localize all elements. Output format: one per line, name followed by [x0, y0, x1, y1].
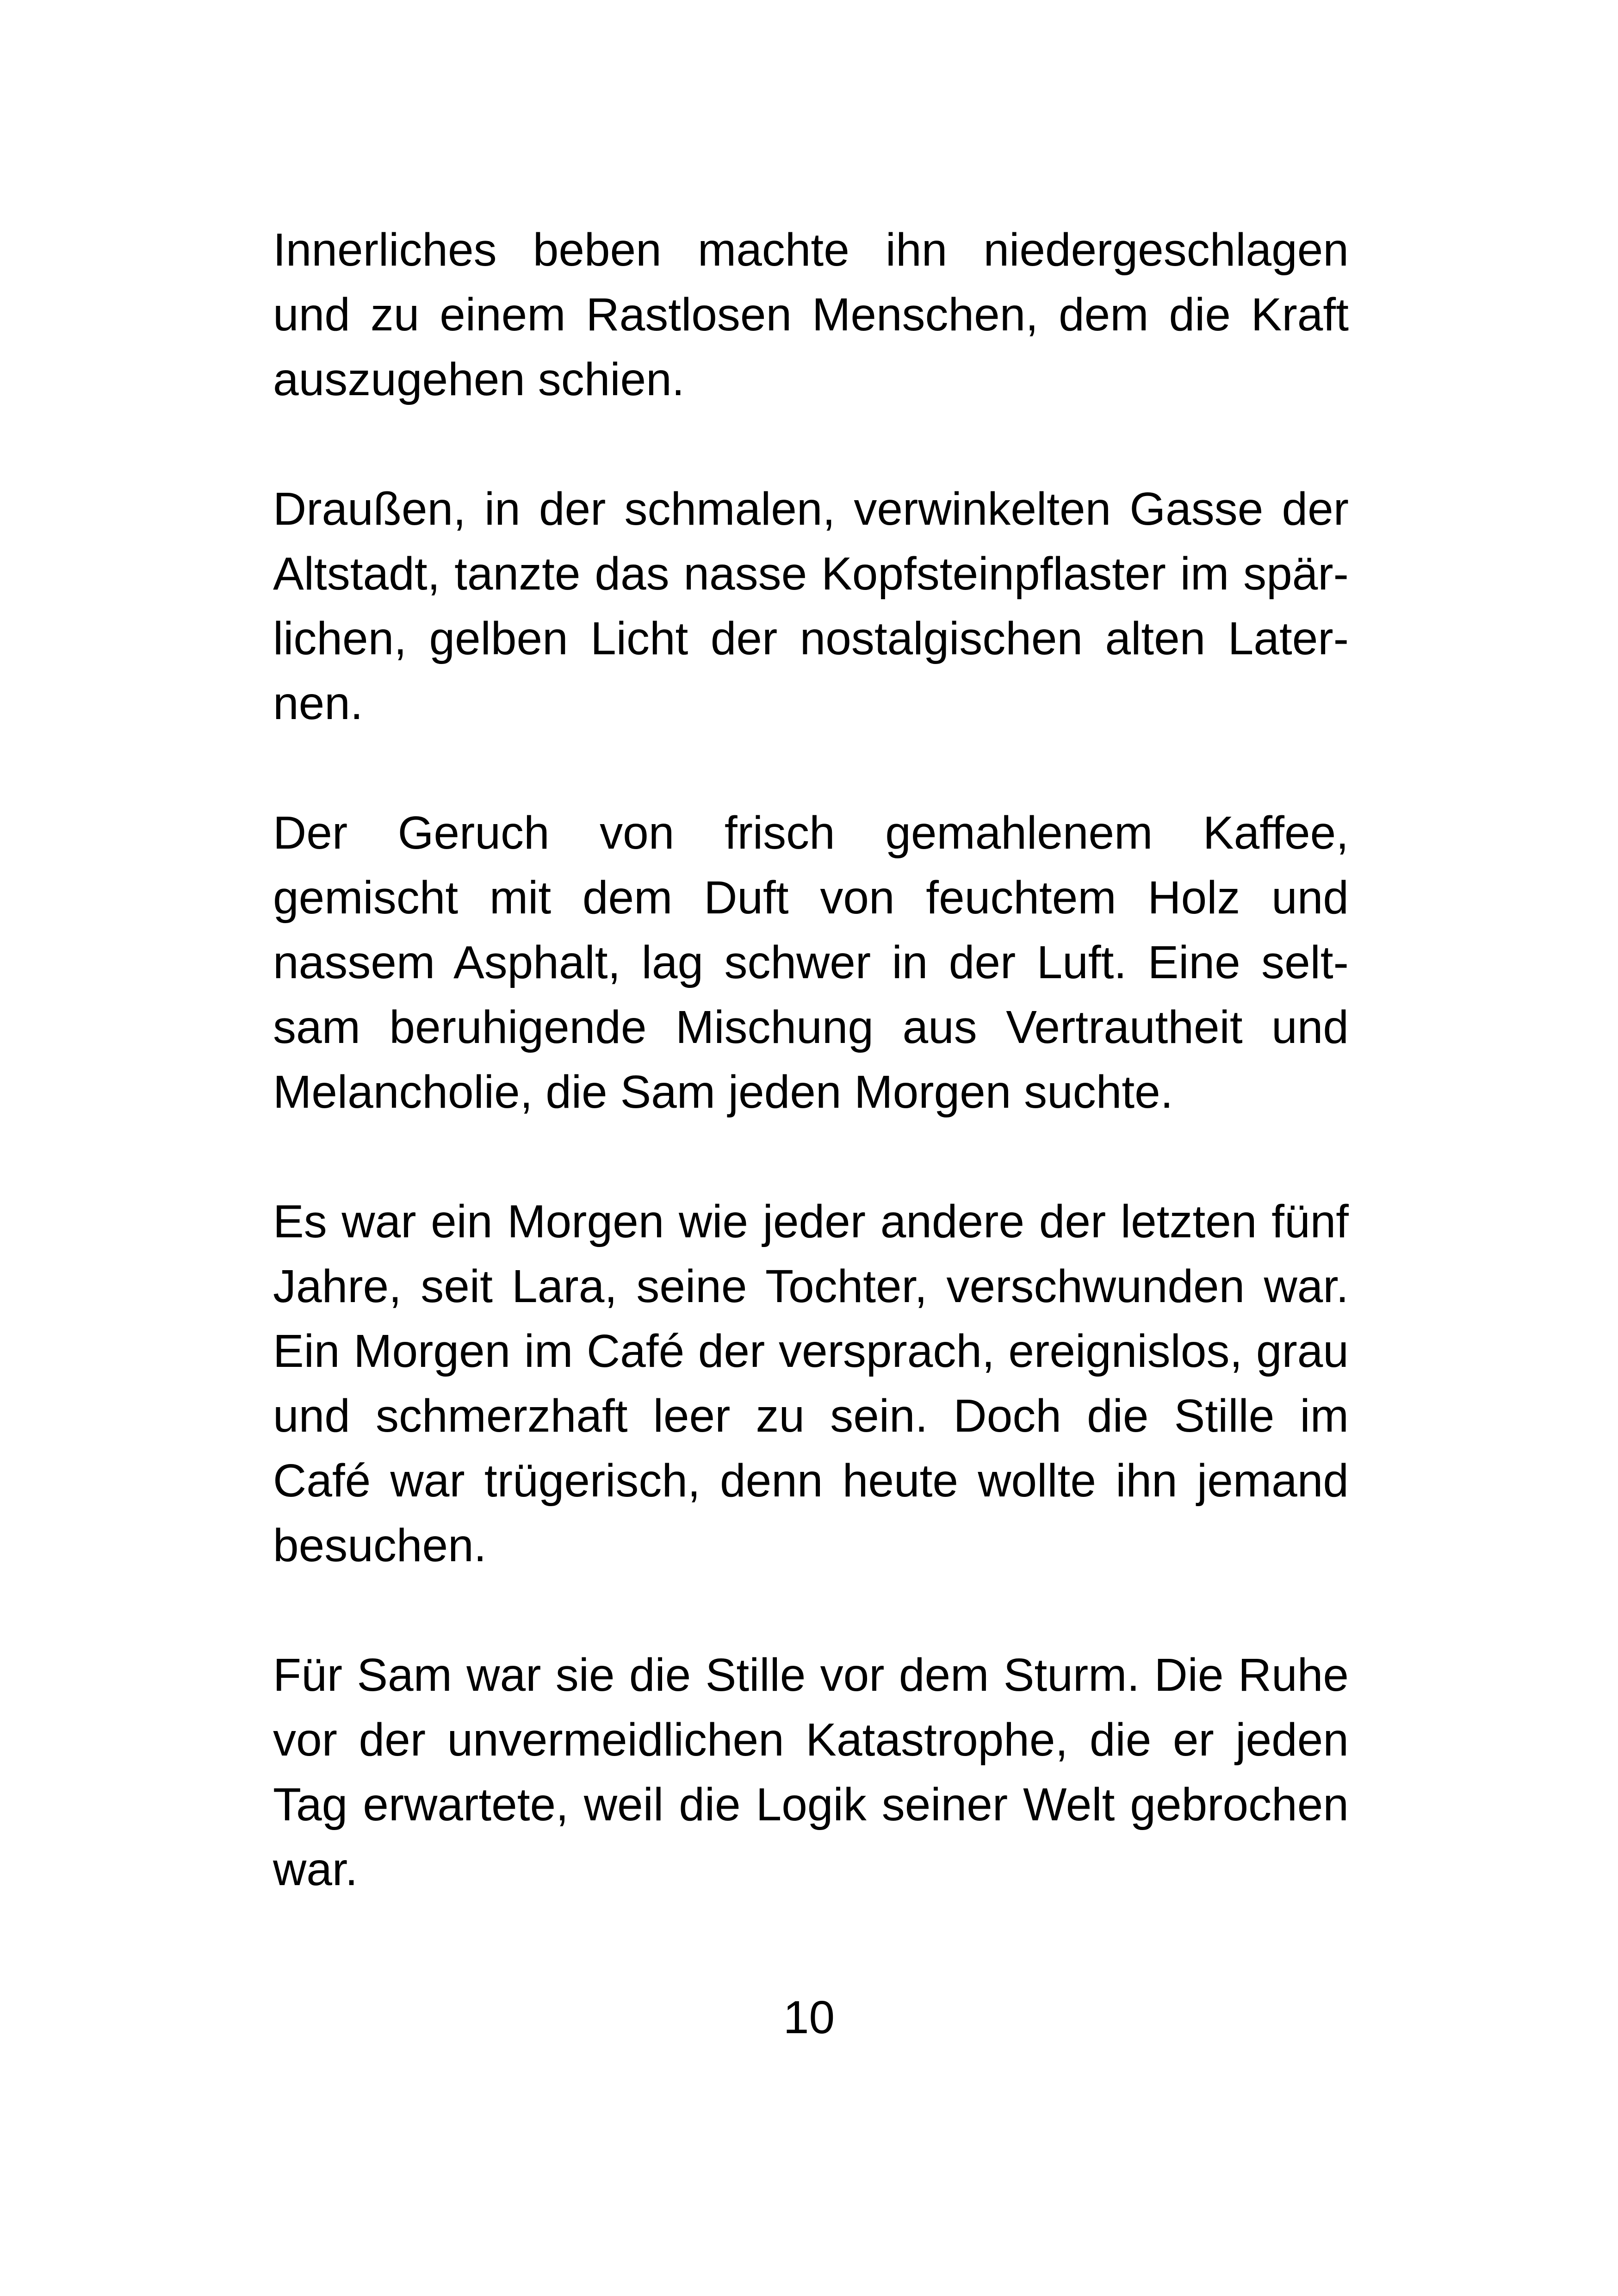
paragraph-1	[273, 217, 1349, 412]
paragraph-4	[273, 1189, 1349, 1578]
paragraph-5	[273, 1643, 1349, 1902]
text-line: war.	[273, 1843, 358, 1895]
text-line: und zu einem Rastlosen Menschen, dem die Kraft	[273, 289, 1349, 341]
page-number: 10	[783, 1992, 835, 2043]
body-text	[273, 217, 1349, 1902]
text-line: Der Geruch von frisch gemahlenem Kaffee,	[273, 807, 1349, 859]
text-line: besuchen.	[273, 1520, 487, 1571]
paragraph-spacer	[273, 412, 1349, 477]
text-line: Jahre, seit Lara, seine Tochter, verschwunden war.	[273, 1260, 1349, 1312]
text-line: nen.	[273, 677, 363, 729]
text-line: gemischt mit dem Duft von feuchtem Holz und	[273, 872, 1349, 924]
text-line: Melancholie, die Sam jeden Morgen suchte.	[273, 1066, 1173, 1118]
text-line: sam beruhigende Mischung aus Vertrautheit und	[273, 1001, 1349, 1053]
text-line: Café war trügerisch, denn heute wollte ihn jemand	[273, 1455, 1349, 1507]
text-line: Ein Morgen im Café der versprach, ereignislos, grau	[273, 1325, 1349, 1377]
text-line: lichen, gelben Licht der nostalgischen alten Later-	[273, 613, 1349, 664]
text-line: nassem Asphalt, lag schwer in der Luft. Eine selt-	[273, 937, 1349, 988]
paragraph-2	[273, 477, 1349, 736]
paragraph-spacer	[273, 736, 1349, 800]
text-line: Draußen, in der schmalen, verwinkelten Gasse der	[273, 483, 1349, 535]
text-line: vor der unvermeidlichen Katastrophe, die er jeden	[273, 1714, 1349, 1766]
text-line: Es war ein Morgen wie jeder andere der letzten fünf	[273, 1196, 1349, 1247]
paragraph-spacer	[273, 1124, 1349, 1189]
text-line: Tag erwartete, weil die Logik seiner Welt gebrochen	[273, 1779, 1349, 1831]
text-line: auszugehen schien.	[273, 354, 685, 405]
paragraph-3	[273, 800, 1349, 1124]
text-line: Innerliches beben machte ihn niedergeschlagen	[273, 224, 1349, 276]
text-line: und schmerzhaft leer zu sein. Doch die Stille im	[273, 1390, 1349, 1442]
paragraph-spacer	[273, 1578, 1349, 1643]
text-line: Altstadt, tanzte das nasse Kopfsteinpflaster im spär-	[273, 548, 1349, 600]
text-line: Für Sam war sie die Stille vor dem Sturm. Die Ruhe	[273, 1649, 1349, 1701]
